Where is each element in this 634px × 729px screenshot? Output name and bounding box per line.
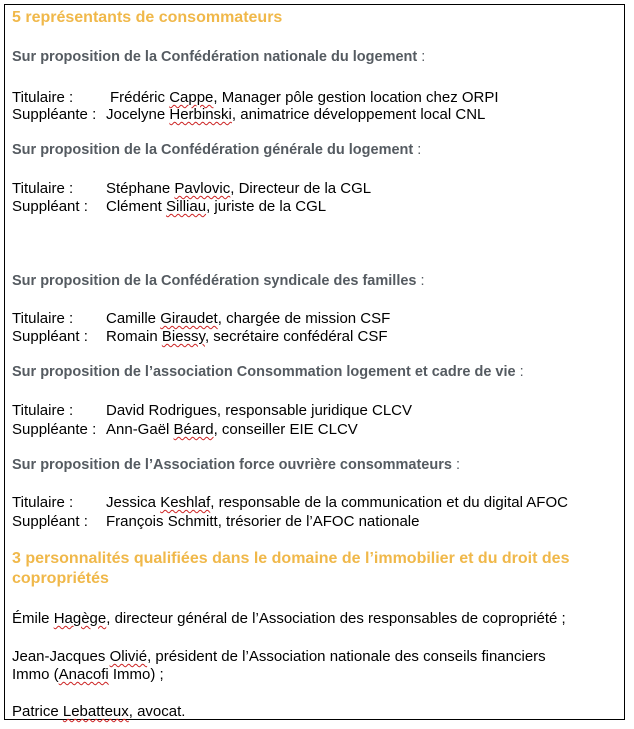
member-line: [12, 328, 388, 345]
member-description: , responsable de la communication et du digital AFOC: [210, 494, 568, 511]
member-surname: Pavlovic: [174, 180, 231, 197]
member-description: , Manager pôle gestion location chez ORPI: [213, 89, 499, 106]
member-description: , responsable juridique CLCV: [216, 402, 413, 419]
member-description: , juriste de la CGL: [206, 198, 327, 215]
member-role: Titulaire :: [12, 89, 74, 106]
person-name: Émile: [12, 610, 50, 627]
member-line: [12, 198, 326, 215]
member-surname: Rodrigues: [148, 402, 217, 419]
member-line: [12, 494, 568, 511]
heading-colon: :: [515, 364, 524, 380]
person-name: Patrice: [12, 703, 59, 720]
member-role: Suppléant :: [12, 198, 88, 215]
person-line: [12, 648, 546, 665]
heading-colon: :: [413, 142, 422, 158]
member-surname: Keshlaf: [160, 494, 211, 511]
member-surname: Biessy: [161, 328, 205, 345]
group-heading-text: Sur proposition de la Confédération générale du logement: [12, 142, 414, 158]
member-surname: Giraudet: [160, 310, 218, 327]
member-line: [12, 310, 390, 327]
person-description: , président de l’Association nationale des conseils financiers: [147, 648, 546, 665]
member-role: Suppléante :: [12, 106, 97, 123]
member-name: David: [106, 402, 145, 419]
member-surname: Béard: [173, 421, 214, 438]
heading-colon: :: [416, 273, 425, 289]
member-role: Titulaire :: [12, 402, 74, 419]
member-name: Ann-Gaël: [106, 421, 170, 438]
person-description: , directeur général de l’Association des responsables de copropriété ;: [106, 610, 566, 627]
heading-colon: :: [417, 49, 426, 65]
person-name: Jean-Jacques: [12, 648, 106, 665]
member-name: Stéphane: [106, 180, 171, 197]
person-description-suffix: Immo) ;: [108, 666, 164, 683]
group-heading-csf: [12, 273, 425, 290]
member-role: Suppléant :: [12, 513, 88, 530]
member-line: [12, 402, 412, 419]
person-description: , avocat.: [128, 703, 186, 720]
member-name: Frédéric: [110, 89, 166, 106]
member-description: , secrétaire confédéral CSF: [204, 328, 388, 345]
person-line: [12, 610, 566, 627]
member-name: Camille: [106, 310, 157, 327]
member-name: Clément: [106, 198, 162, 215]
member-description: , chargée de mission CSF: [217, 310, 391, 327]
member-line: [12, 180, 371, 197]
member-surname: Silliau: [166, 198, 207, 215]
heading-colon: :: [451, 457, 460, 473]
member-description: , conseiller EIE CLCV: [213, 421, 358, 438]
group-heading-afoc: [12, 457, 460, 474]
section-title-consumers: 5 représentants de consommateurs: [12, 9, 283, 26]
member-description: , trésorier de l’AFOC nationale: [217, 513, 420, 530]
group-heading-text: Sur proposition de l’Association force ouvrière consommateurs: [12, 457, 452, 473]
group-heading-text: Sur proposition de la Confédération nationale du logement: [12, 49, 418, 65]
member-name: Jocelyne: [106, 106, 166, 123]
member-line: [12, 89, 499, 106]
group-heading-cnl: [12, 49, 425, 66]
member-line: [12, 421, 358, 438]
member-surname: Cappe: [169, 89, 214, 106]
member-line: [12, 106, 485, 123]
member-name: François: [106, 513, 164, 530]
member-name: Jessica: [106, 494, 157, 511]
member-role: Titulaire :: [12, 180, 74, 197]
person-surname: Olivié: [109, 648, 148, 665]
member-role: Titulaire :: [12, 494, 74, 511]
group-heading-cgl: [12, 142, 421, 159]
person-line-continued: [12, 666, 164, 683]
member-surname: Herbinski: [169, 106, 232, 123]
member-description: , animatrice développement local CNL: [231, 106, 486, 123]
member-line: [12, 513, 419, 530]
group-heading-text: Sur proposition de la Confédération syndicale des familles: [12, 273, 417, 289]
member-description: , Directeur de la CGL: [230, 180, 372, 197]
group-heading-text: Sur proposition de l’association Consommation logement et cadre de vie: [12, 364, 516, 380]
member-role: Titulaire :: [12, 310, 74, 327]
person-line: [12, 703, 185, 720]
member-name: Romain: [106, 328, 158, 345]
member-role: Suppléant :: [12, 328, 88, 345]
member-surname: Schmitt: [167, 513, 218, 530]
member-role: Suppléante :: [12, 421, 97, 438]
person-description-prefix: Immo (: [12, 666, 59, 683]
person-surname: Hagège: [53, 610, 107, 627]
person-org-acronym: Anacofi: [58, 666, 109, 683]
person-surname: Lebatteux: [62, 703, 129, 720]
section-title-qualified-persons: 3 personnalités qualifiées dans le domaine de l’immobilier et du droit des copropriétés: [12, 550, 570, 587]
group-heading-clcv: [12, 364, 524, 381]
